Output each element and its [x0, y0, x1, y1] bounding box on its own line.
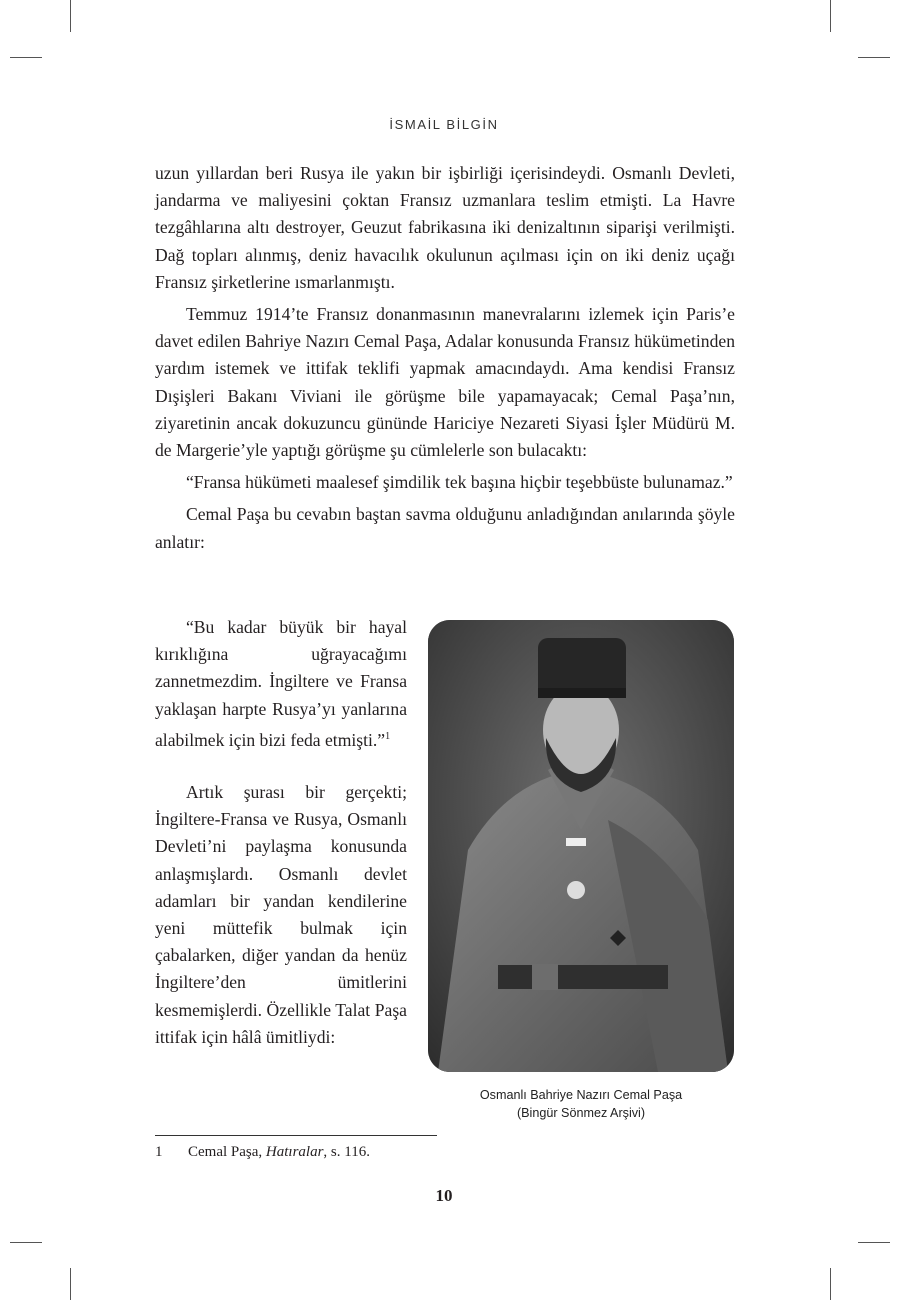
- crop-mark: [70, 1268, 71, 1300]
- running-head: İSMAİL BİLGİN: [389, 117, 499, 132]
- footnote-author: Cemal Paşa,: [188, 1144, 266, 1160]
- caption-line: Osmanlı Bahriye Nazırı Cemal Paşa: [479, 1088, 683, 1102]
- caption-source: (Bingür Sönmez Arşivi): [516, 1106, 646, 1120]
- photo-caption: [428, 1086, 734, 1122]
- footnote-pages: , s. 116.: [323, 1144, 370, 1160]
- crop-mark: [830, 0, 831, 32]
- portrait-photo: [428, 620, 734, 1072]
- closing-paragraph-block: [155, 779, 407, 1051]
- quote-text: “Bu kadar büyük bir hayal kırıklığına uğrayacağımı zannetmezdim. İngiltere ve Fransa yaklaşan harpte Rusya’yı yanlarına alabilmek için bizi feda etmişti.”: [155, 617, 407, 750]
- footnote-number: 1: [155, 1144, 163, 1160]
- paragraph: Artık şurası bir gerçekti; İngiltere-Fransa ve Rusya, Osmanlı Devleti’ni paylaşma konusunda anlaşmışlardı. Osmanlı devlet adamları bir yandan kendilerine yeni müttefik bulmak için çabalarken, diğer yandan da henüz İngiltere’den ümitlerini kesmemişlerdi. Özellikle Talat Paşa ittifak için hâlâ ümitliydi:: [155, 782, 407, 1047]
- crop-mark: [830, 1268, 831, 1300]
- crop-mark: [10, 57, 42, 58]
- crop-mark: [70, 0, 71, 32]
- paragraph: Temmuz 1914’te Fransız donanmasının manevralarını izlemek için Paris’e davet edilen Bahriye Nazırı Cemal Paşa, Adalar konusunda Fransız hükümetinden yardım istemek ve ittifak teklifi yapmak amacındaydı. Ama kendisi Fransız Dışişleri Bakanı Viviani ile görüşme bile yapamayacak; Cemal Paşa’nın, ziyaretinin ancak dokuzuncu gününde Hariciye Nezareti Siyasi İşler Müdürü M. de Margerie’yle yaptığı görüşme şu cümlelerle son bulacaktı:: [155, 304, 735, 461]
- footnote-title: Hatıralar: [265, 1144, 324, 1160]
- crop-mark: [858, 57, 890, 58]
- paragraph: Cemal Paşa bu cevabın baştan savma olduğunu anladığından anılarında şöyle anlatır:: [155, 504, 735, 552]
- paragraph: uzun yıllardan beri Rusya ile yakın bir işbirliği içerisindeydi. Osmanlı Devleti, jandarma ve maliyesini çoktan Fransız uzmanlara teslim etmişti. La Havre tezgâhlarına altı destroyer, Geuzut fabrikasına iki denizaltının siparişi verilmişti. Dağ topları alınmış, deniz havacılık okulunun açılması için on iki deniz uçağı Fransız şirketlerine ısmarlanmıştı.: [155, 163, 735, 292]
- memoir-quote: [155, 614, 407, 754]
- paragraph: “Fransa hükümeti maalesef şimdilik tek başına hiçbir teşebbüste bulunamaz.”: [186, 472, 733, 493]
- footnote-divider: [155, 1135, 437, 1136]
- page-number: 10: [435, 1186, 453, 1205]
- footnote-mark: 1: [385, 730, 391, 742]
- crop-mark: [10, 1242, 42, 1243]
- footnote: [155, 1142, 370, 1162]
- main-text: [155, 160, 735, 556]
- crop-mark: [858, 1242, 890, 1243]
